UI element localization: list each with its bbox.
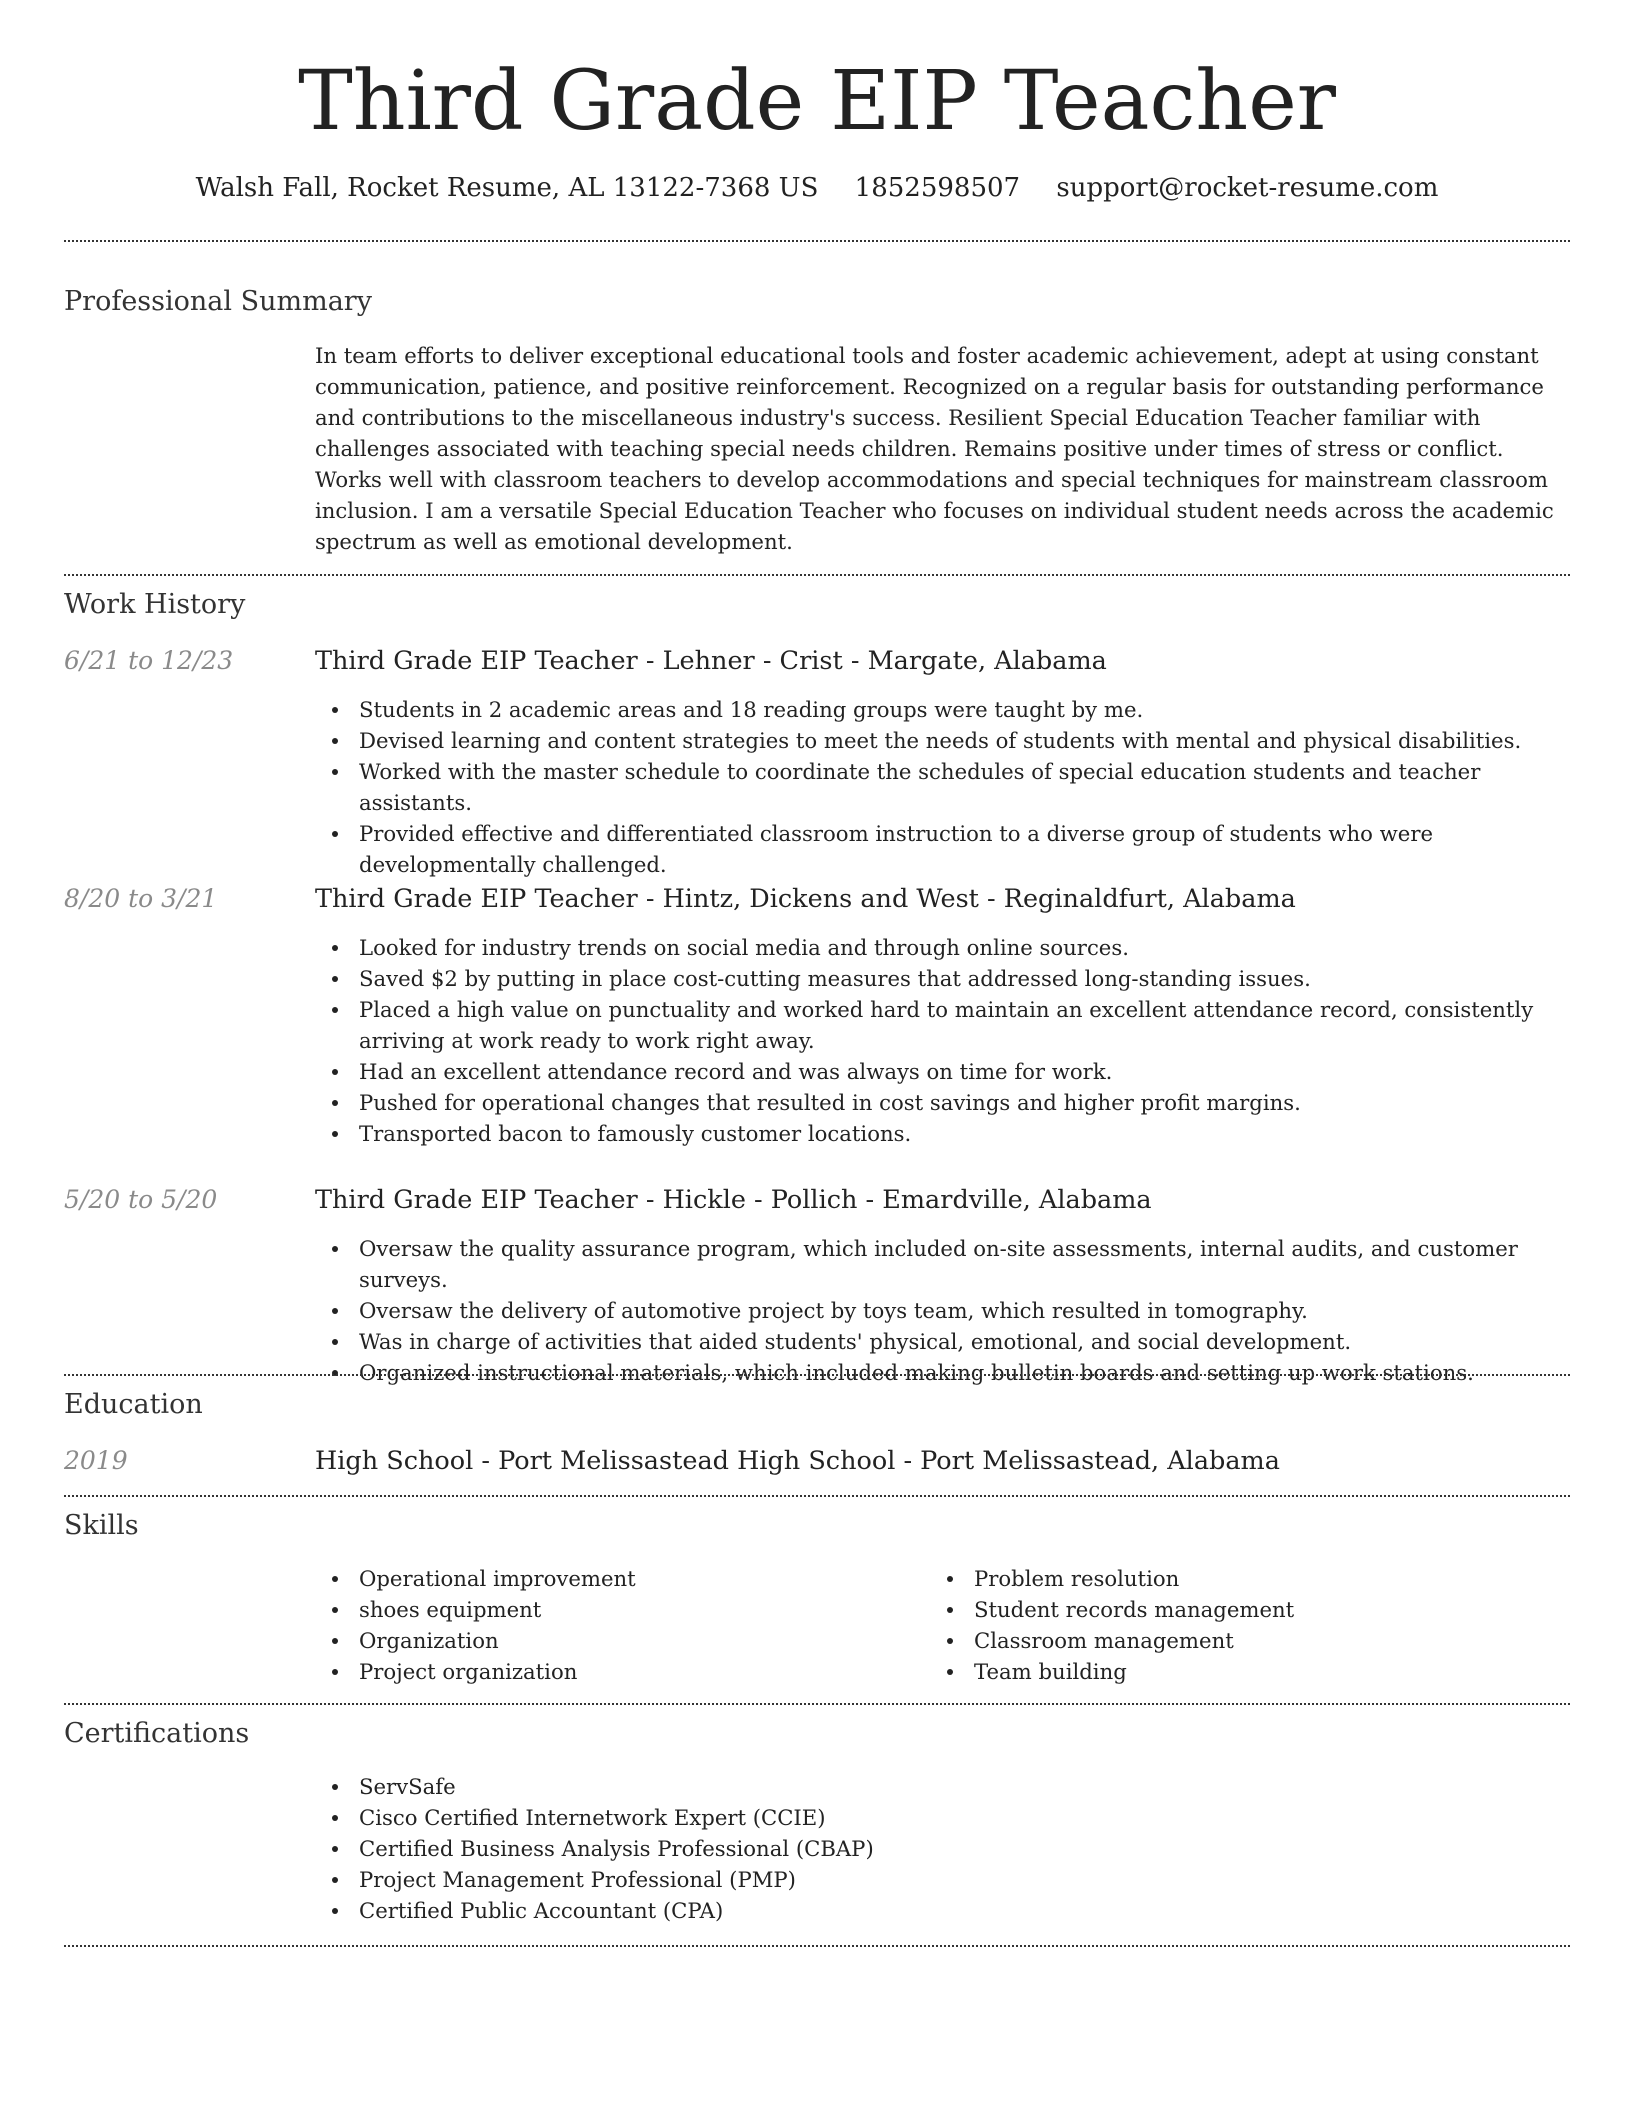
education-year: 2019: [64, 1446, 128, 1475]
job-bullet: Worked with the master schedule to coordinate the schedules of special education students and teacher assistants.: [359, 756, 1567, 818]
certification-item: Certified Public Accountant (CPA): [359, 1895, 1567, 1926]
certification-item: ServSafe: [359, 1771, 1567, 1802]
contact-phone: 1852598507: [854, 173, 1021, 203]
contact-line: [64, 168, 1570, 208]
job-bullet: Provided effective and differentiated classroom instruction to a diverse group of students who were developmentally challenged.: [359, 818, 1567, 880]
job-bullet: Oversaw the quality assurance program, which included on-site assessments, internal audits, and customer surveys.: [359, 1233, 1567, 1295]
job-bullet: Had an excellent attendance record and was always on time for work.: [359, 1056, 1567, 1087]
skill-item: Organization: [359, 1625, 915, 1656]
contact-address: Walsh Fall, Rocket Resume, AL 13122-7368 US: [195, 173, 819, 203]
job-dates: 8/20 to 3/21: [64, 884, 218, 913]
skill-item: Classroom management: [974, 1625, 1530, 1656]
job-bullet: Students in 2 academic areas and 18 reading groups were taught by me.: [359, 694, 1567, 725]
certification-item: Project Management Professional (PMP): [359, 1864, 1567, 1895]
job-bullet: Pushed for operational changes that resulted in cost savings and higher profit margins.: [359, 1087, 1567, 1118]
certification-item: Cisco Certified Internetwork Expert (CCIE): [359, 1802, 1567, 1833]
resume-title: Third Grade EIP Teacher: [298, 54, 1336, 149]
skill-item: Project organization: [359, 1656, 915, 1687]
job-bullet: Saved $2 by putting in place cost-cutting measures that addressed long-standing issues.: [359, 963, 1567, 994]
job-bullet: Was in charge of activities that aided students' physical, emotional, and social development.: [359, 1326, 1567, 1357]
job-bullet: Placed a high value on punctuality and worked hard to maintain an excellent attendance record, consistently arriving at work ready to work right away.: [359, 994, 1567, 1056]
skills-list-right: [930, 1563, 1530, 1687]
work-history-heading: Work History: [64, 589, 246, 620]
section-divider: [64, 574, 1570, 576]
job-bullet: Oversaw the delivery of automotive project by toys team, which resulted in tomography.: [359, 1295, 1567, 1326]
certifications-list: [315, 1771, 1567, 1926]
certification-item: Certified Business Analysis Professional (CBAP): [359, 1833, 1567, 1864]
job-bullets: [315, 1233, 1567, 1388]
skills-heading: Skills: [64, 1510, 139, 1541]
skill-item: Operational improvement: [359, 1563, 915, 1594]
section-divider: [64, 240, 1570, 242]
skills-list-left: [315, 1563, 915, 1687]
job-dates: 6/21 to 12/23: [64, 646, 234, 675]
job-bullet: Organized instructional materials, which included making bulletin boards and setting up work stations.: [359, 1357, 1567, 1388]
section-divider: [64, 1703, 1570, 1705]
job-dates: 5/20 to 5/20: [64, 1185, 218, 1214]
skill-item: Team building: [974, 1656, 1530, 1687]
job-heading: Third Grade EIP Teacher - Lehner - Crist - Margate, Alabama: [315, 646, 1107, 676]
section-divider: [64, 1374, 1570, 1376]
skill-item: Problem resolution: [974, 1563, 1530, 1594]
skill-item: Student records management: [974, 1594, 1530, 1625]
job-heading: Third Grade EIP Teacher - Hickle - Pollich - Emardville, Alabama: [315, 1185, 1152, 1215]
job-bullets: [315, 694, 1567, 880]
certifications-heading: Certifications: [64, 1718, 250, 1749]
job-bullet: Devised learning and content strategies to meet the needs of students with mental and physical disabilities.: [359, 725, 1567, 756]
contact-email: support@rocket-resume.com: [1056, 173, 1439, 203]
summary-heading: Professional Summary: [64, 286, 372, 317]
job-bullet: Looked for industry trends on social media and through online sources.: [359, 932, 1567, 963]
education-entry: High School - Port Melissastead High School - Port Melissastead, Alabama: [315, 1446, 1280, 1476]
job-bullets: [315, 932, 1567, 1149]
section-divider: [64, 1945, 1570, 1947]
education-heading: Education: [64, 1389, 203, 1420]
skill-item: shoes equipment: [359, 1594, 915, 1625]
job-bullet: Transported bacon to famously customer locations.: [359, 1118, 1567, 1149]
summary-text: In team efforts to deliver exceptional educational tools and foster academic achievement, adept at using constant communication, patience, and positive reinforcement. Recognized on a regular basis for outstanding performance and contributions to the miscellaneous industry's success. Resilient Special Education Teacher familiar with challenges associated with teaching special needs children. Remains positive under times of stress or conflict. Works well with classroom teachers to develop accommodations and special techniques for mainstream classroom inclusion. I am a versatile Special Education Teacher who focuses on individual student needs across the academic spectrum as well as emotional development.: [315, 343, 1554, 554]
section-divider: [64, 1495, 1570, 1497]
job-heading: Third Grade EIP Teacher - Hintz, Dickens and West - Reginaldfurt, Alabama: [315, 884, 1296, 914]
